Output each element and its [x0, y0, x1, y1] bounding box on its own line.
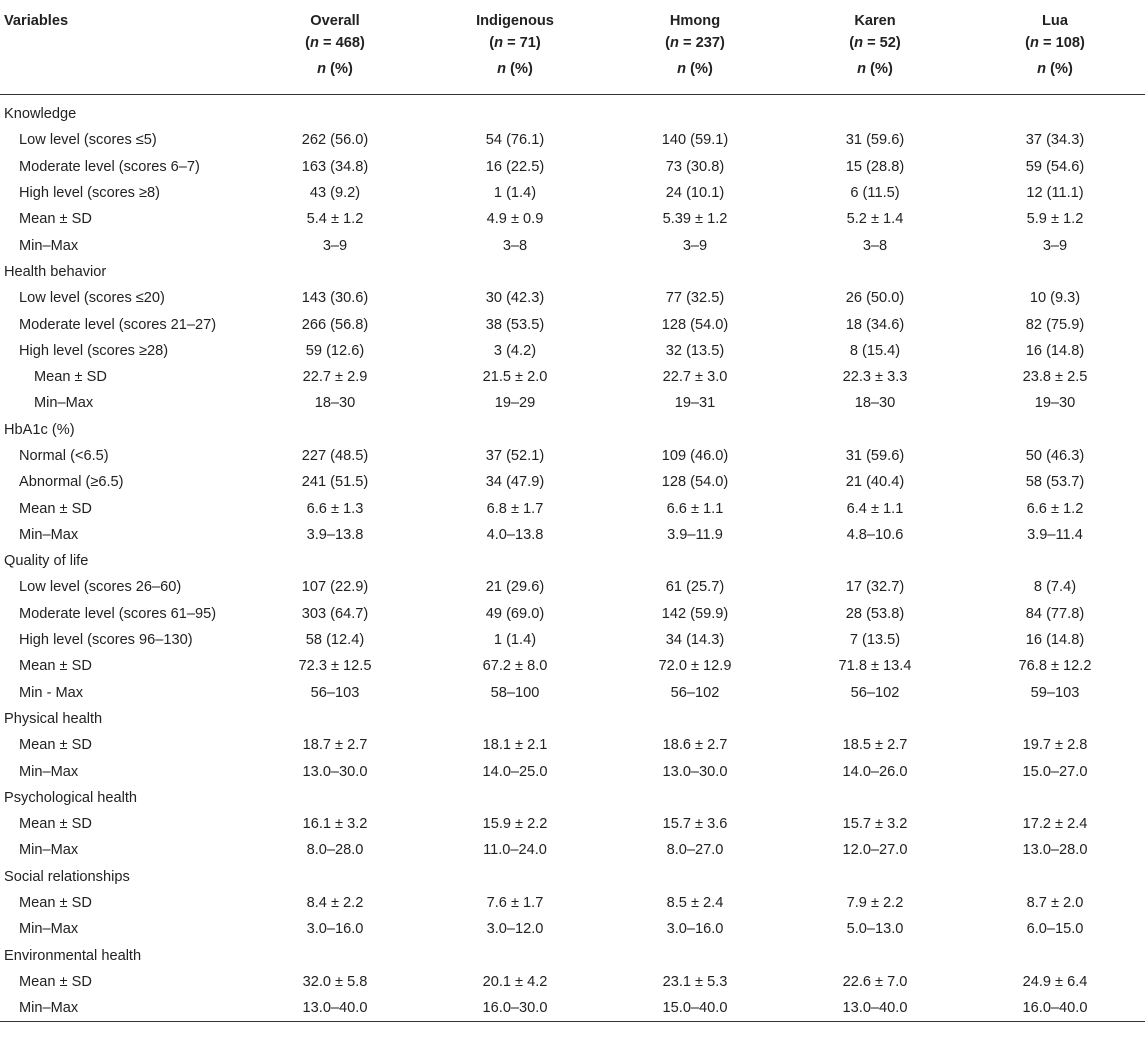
table-cell: 17.2 ± 2.4 [1022, 816, 1088, 833]
table-cell [245, 259, 425, 285]
table-row [0, 206, 1145, 232]
n-italic: n [670, 35, 679, 51]
table-cell: 38 (53.5) [485, 316, 545, 333]
table-cell [965, 548, 1145, 574]
table-cell [965, 706, 1145, 732]
table-cell [425, 417, 605, 443]
pct-label: (%) [506, 61, 533, 77]
section-label: Quality of life [4, 553, 89, 570]
section-label: Social relationships [4, 868, 130, 885]
table-cell: 16 (14.8) [1025, 342, 1085, 359]
table-cell [965, 943, 1145, 969]
table-cell: 13.0–40.0 [842, 1000, 908, 1017]
table-cell: 3.0–16.0 [306, 921, 364, 938]
table-cell: 8.5 ± 2.4 [666, 895, 724, 912]
table-cell [425, 95, 605, 128]
table-row [0, 811, 1145, 837]
table-cell: 34 (47.9) [485, 474, 545, 491]
table-cell: 4.9 ± 0.9 [486, 211, 544, 228]
header-group-pct [605, 54, 785, 95]
row-label: Normal (<6.5) [19, 448, 109, 464]
n-open: ( [849, 35, 855, 51]
table-cell: 128 (54.0) [661, 474, 729, 491]
table-row [0, 574, 1145, 600]
table-cell: 58 (12.4) [305, 632, 365, 649]
table-cell: 8 (15.4) [849, 342, 901, 359]
row-label: Mean ± SD [19, 737, 92, 754]
table-cell: 7.6 ± 1.7 [486, 895, 544, 912]
table-cell: 8 (7.4) [1033, 579, 1077, 596]
table-cell: 8.7 ± 2.0 [1026, 895, 1084, 912]
table-cell: 22.7 ± 2.9 [302, 369, 368, 386]
row-label: Min - Max [19, 684, 84, 701]
table-cell: 7 (13.5) [849, 632, 901, 649]
table-cell: 43 (9.2) [309, 185, 361, 202]
header-group-n [785, 32, 965, 54]
table-cell: 73 (30.8) [665, 158, 725, 175]
table-cell: 15.7 ± 3.6 [662, 816, 728, 833]
table-cell [965, 864, 1145, 890]
section-row [0, 548, 1145, 574]
table-cell: 30 (42.3) [485, 290, 545, 307]
table-cell [785, 943, 965, 969]
table-cell: 3–8 [862, 237, 888, 254]
table-cell [605, 417, 785, 443]
table-cell: 21 (40.4) [845, 474, 905, 491]
table-cell: 3–9 [682, 237, 708, 254]
table-row [0, 127, 1145, 153]
table-cell: 227 (48.5) [301, 448, 369, 464]
table-cell: 4.8–10.6 [846, 526, 904, 543]
section-row [0, 259, 1145, 285]
table-cell: 32 (13.5) [665, 342, 725, 359]
header-group-n [425, 32, 605, 54]
row-label: Min–Max [19, 763, 79, 780]
header-variables: Variables [4, 13, 69, 29]
table-cell [785, 95, 965, 128]
table-cell: 262 (56.0) [301, 132, 369, 149]
table-row [0, 680, 1145, 706]
row-label: Mean ± SD [19, 816, 92, 833]
row-label: High level (scores ≥8) [19, 185, 161, 202]
section-row [0, 706, 1145, 732]
table-cell: 21 (29.6) [485, 579, 545, 596]
table-cell: 50 (46.3) [1025, 448, 1085, 464]
table-cell: 5.9 ± 1.2 [1026, 211, 1084, 228]
table-row [0, 311, 1145, 337]
table-row [0, 154, 1145, 180]
row-label: Min–Max [19, 1000, 79, 1017]
table-cell [785, 706, 965, 732]
pct-n-italic: n [677, 61, 687, 77]
table-cell: 8.0–27.0 [666, 842, 724, 859]
table-cell [785, 259, 965, 285]
table-cell: 6.0–15.0 [1026, 921, 1084, 938]
section-row [0, 943, 1145, 969]
table-row [0, 969, 1145, 995]
n-value: = 468) [318, 35, 365, 51]
row-label: Mean ± SD [19, 973, 92, 990]
table-cell: 56–102 [850, 684, 900, 701]
header-group-name: Lua [1042, 13, 1068, 29]
section-label: HbA1c (%) [4, 421, 75, 438]
table-cell: 15 (28.8) [845, 158, 905, 175]
table-cell: 142 (59.9) [661, 605, 729, 622]
table-row [0, 364, 1145, 390]
table-cell [605, 706, 785, 732]
table-cell: 5.0–13.0 [846, 921, 904, 938]
table-cell: 37 (34.3) [1025, 132, 1085, 149]
table-cell: 15.9 ± 2.2 [482, 816, 548, 833]
table-row [0, 601, 1145, 627]
table-cell: 3.0–12.0 [486, 921, 544, 938]
table-cell: 6.6 ± 1.3 [306, 500, 364, 517]
n-value: = 52) [863, 35, 901, 51]
table-row [0, 522, 1145, 548]
header-group-name: Overall [310, 13, 360, 29]
n-open: ( [1025, 35, 1031, 51]
header-group-name: Hmong [669, 13, 721, 29]
table-row [0, 469, 1145, 495]
table-cell: 11.0–24.0 [483, 842, 547, 859]
table-cell: 7.9 ± 2.2 [846, 895, 904, 912]
table-cell: 14.0–25.0 [482, 763, 548, 780]
table-cell [245, 417, 425, 443]
table-cell: 3.9–11.9 [667, 526, 723, 543]
table-cell: 6.4 ± 1.1 [846, 500, 904, 517]
table-cell: 5.2 ± 1.4 [846, 211, 904, 228]
table-cell [245, 95, 425, 128]
table-cell: 24.9 ± 6.4 [1022, 973, 1088, 990]
table-cell: 3.0–16.0 [666, 921, 724, 938]
pct-label: (%) [686, 61, 713, 77]
table-row [0, 390, 1145, 416]
table-cell: 1 (1.4) [493, 185, 537, 202]
table-cell: 67.2 ± 8.0 [482, 658, 548, 675]
table-cell: 143 (30.6) [301, 290, 369, 307]
table-cell: 14.0–26.0 [842, 763, 908, 780]
table-cell [965, 95, 1145, 128]
row-label: Min–Max [19, 921, 79, 938]
row-label: Abnormal (≥6.5) [19, 474, 124, 491]
section-row [0, 95, 1145, 128]
section-row [0, 785, 1145, 811]
pct-n-italic: n [857, 61, 867, 77]
row-label: Moderate level (scores 21–27) [19, 316, 217, 333]
table-cell: 23.8 ± 2.5 [1022, 369, 1088, 386]
row-label: High level (scores 96–130) [19, 632, 193, 649]
table-cell: 18.5 ± 2.7 [842, 737, 908, 754]
table-cell: 18.7 ± 2.7 [302, 737, 368, 754]
table-row [0, 627, 1145, 653]
table-cell: 6.8 ± 1.7 [486, 500, 544, 517]
table-cell: 13.0–40.0 [302, 1000, 368, 1017]
header-group-n [965, 32, 1145, 54]
row-label: Moderate level (scores 61–95) [19, 605, 217, 622]
pct-n-italic: n [1037, 61, 1047, 77]
table-cell: 3 (4.2) [493, 342, 537, 359]
table-row [0, 653, 1145, 679]
table-cell: 72.3 ± 12.5 [298, 658, 372, 675]
row-label: High level (scores ≥28) [19, 342, 169, 359]
table-cell: 109 (46.0) [661, 448, 729, 464]
table-cell: 59 (12.6) [305, 342, 365, 359]
row-label: Mean ± SD [19, 658, 92, 675]
table-cell: 16.0–40.0 [1022, 1000, 1088, 1017]
table-cell: 59 (54.6) [1025, 158, 1085, 175]
table-row [0, 837, 1145, 863]
table-cell [605, 548, 785, 574]
table-cell: 6.6 ± 1.1 [666, 500, 724, 517]
table-cell: 18.6 ± 2.7 [662, 737, 728, 754]
table-row [0, 995, 1145, 1022]
table-cell: 37 (52.1) [485, 448, 545, 464]
table-cell: 72.0 ± 12.9 [658, 658, 732, 675]
table-cell [785, 864, 965, 890]
row-label: Min–Max [19, 842, 79, 859]
table-cell: 26 (50.0) [845, 290, 905, 307]
table-cell: 3–9 [1042, 237, 1068, 254]
table-cell: 3–8 [502, 237, 528, 254]
table-cell: 19–31 [674, 395, 716, 412]
table-cell [785, 785, 965, 811]
row-label: Mean ± SD [34, 369, 107, 386]
table-cell: 3–9 [322, 237, 348, 254]
header-group-n [605, 32, 785, 54]
table-cell: 32.0 ± 5.8 [302, 973, 368, 990]
table-cell: 49 (69.0) [485, 605, 545, 622]
n-value: = 108) [1038, 35, 1085, 51]
table-cell: 12.0–27.0 [842, 842, 908, 859]
table-cell: 31 (59.6) [845, 132, 905, 149]
pct-n-italic: n [317, 61, 327, 77]
header-group-pct [425, 54, 605, 95]
table-cell [425, 864, 605, 890]
section-row [0, 864, 1145, 890]
table-cell: 5.39 ± 1.2 [662, 211, 728, 228]
row-label: Mean ± SD [19, 211, 92, 228]
table-cell [605, 864, 785, 890]
section-label: Environmental health [4, 947, 142, 964]
row-label: Min–Max [19, 237, 79, 254]
table-cell: 18–30 [854, 395, 896, 412]
table-cell: 15.0–27.0 [1022, 763, 1088, 780]
n-value: = 71) [503, 35, 541, 51]
table-cell: 6.6 ± 1.2 [1026, 500, 1084, 517]
table-cell [605, 259, 785, 285]
table-row [0, 232, 1145, 258]
table-cell [425, 706, 605, 732]
table-cell [965, 417, 1145, 443]
table-cell [605, 943, 785, 969]
table-cell: 20.1 ± 4.2 [482, 973, 548, 990]
table-cell: 19–29 [494, 395, 536, 412]
table-cell: 4.0–13.8 [486, 526, 544, 543]
n-italic: n [494, 35, 504, 51]
table-cell: 71.8 ± 13.4 [838, 658, 912, 675]
table-cell [785, 548, 965, 574]
table-cell: 21.5 ± 2.0 [482, 369, 548, 386]
header-empty [0, 32, 245, 54]
table-cell: 58 (53.7) [1025, 474, 1085, 491]
table-cell: 12 (11.1) [1026, 185, 1084, 202]
table-cell: 163 (34.8) [301, 158, 369, 175]
section-row [0, 417, 1145, 443]
section-label: Physical health [4, 710, 103, 727]
table-cell [425, 548, 605, 574]
table-cell: 13.0–28.0 [1022, 842, 1088, 859]
table-cell: 19.7 ± 2.8 [1022, 737, 1088, 754]
table-cell: 16.0–30.0 [482, 1000, 548, 1017]
table-cell: 77 (32.5) [665, 290, 725, 307]
table-cell: 18 (34.6) [845, 316, 905, 333]
table-cell [605, 95, 785, 128]
table-cell: 34 (14.3) [665, 632, 725, 649]
table-cell: 6 (11.5) [850, 185, 900, 202]
header-group-pct [785, 54, 965, 95]
table-cell: 15.7 ± 3.2 [842, 816, 908, 833]
section-label: Knowledge [4, 106, 77, 123]
section-label: Psychological health [4, 789, 138, 806]
row-label: Mean ± SD [19, 895, 92, 912]
table-cell: 54 (76.1) [485, 132, 545, 149]
table-cell [245, 548, 425, 574]
table-cell: 13.0–30.0 [662, 763, 728, 780]
table-cell [785, 417, 965, 443]
table-row [0, 443, 1145, 469]
table-cell: 23.1 ± 5.3 [662, 973, 728, 990]
table-row [0, 758, 1145, 784]
header-empty [0, 54, 245, 95]
table-row [0, 180, 1145, 206]
table-row [0, 732, 1145, 758]
table-cell: 22.7 ± 3.0 [662, 369, 728, 386]
table-cell [425, 259, 605, 285]
table-cell: 28 (53.8) [845, 605, 905, 622]
pct-n-italic: n [497, 61, 507, 77]
row-label: Mean ± SD [19, 500, 92, 517]
pct-label: (%) [326, 61, 353, 77]
row-label: Low level (scores 26–60) [19, 579, 182, 596]
table-cell: 10 (9.3) [1029, 290, 1081, 307]
table-cell: 13.0–30.0 [302, 763, 368, 780]
table-cell: 18.1 ± 2.1 [482, 737, 548, 754]
table-cell: 128 (54.0) [661, 316, 729, 333]
table-row [0, 338, 1145, 364]
header-group-name: Indigenous [476, 13, 554, 29]
table-cell [965, 259, 1145, 285]
table-cell: 8.4 ± 2.2 [306, 895, 364, 912]
table-cell: 61 (25.7) [665, 579, 725, 596]
table-cell: 303 (64.7) [301, 605, 369, 622]
table-cell: 19–30 [1034, 395, 1076, 412]
row-label: Low level (scores ≤20) [19, 290, 165, 307]
table-cell: 1 (1.4) [493, 632, 537, 649]
header-group-name: Karen [854, 13, 896, 29]
table-cell [605, 785, 785, 811]
table-cell [245, 706, 425, 732]
table-cell: 15.0–40.0 [662, 1000, 728, 1017]
table-cell [245, 785, 425, 811]
section-label: Health behavior [4, 263, 107, 280]
table-cell: 140 (59.1) [661, 132, 729, 149]
table-cell: 18–30 [314, 395, 356, 412]
n-italic: n [310, 35, 319, 51]
table-header [0, 0, 1145, 95]
table-cell: 8.0–28.0 [306, 842, 364, 859]
table-cell: 5.4 ± 1.2 [306, 211, 364, 228]
n-italic: n [854, 35, 864, 51]
n-italic: n [1030, 35, 1039, 51]
table-cell: 56–102 [670, 684, 720, 701]
table-cell: 24 (10.1) [665, 185, 725, 202]
table-cell: 22.6 ± 7.0 [842, 973, 908, 990]
table-cell [425, 943, 605, 969]
table-cell: 76.8 ± 12.2 [1018, 658, 1092, 675]
n-open: ( [305, 35, 311, 51]
row-label: Min–Max [19, 526, 79, 543]
table-cell: 84 (77.8) [1025, 605, 1085, 622]
table-cell: 266 (56.8) [301, 316, 369, 333]
table-cell: 31 (59.6) [845, 448, 905, 464]
header-group-pct [245, 54, 425, 95]
table-cell: 16 (14.8) [1025, 632, 1085, 649]
table-cell: 16 (22.5) [485, 158, 545, 175]
row-label: Moderate level (scores 6–7) [19, 158, 200, 175]
n-open: ( [665, 35, 671, 51]
table-cell [245, 864, 425, 890]
row-label: Low level (scores ≤5) [19, 132, 157, 149]
table-cell: 17 (32.7) [845, 579, 905, 596]
pct-label: (%) [1046, 61, 1073, 77]
table-row [0, 495, 1145, 521]
table-cell: 3.9–13.8 [306, 526, 364, 543]
table-row [0, 890, 1145, 916]
n-value: = 237) [678, 35, 725, 51]
table-cell: 58–100 [490, 684, 540, 701]
table-cell: 3.9–11.4 [1027, 526, 1083, 543]
table-cell [245, 943, 425, 969]
header-group-pct [965, 54, 1145, 95]
table-cell [965, 785, 1145, 811]
table-cell: 22.3 ± 3.3 [842, 369, 908, 386]
table-body [0, 95, 1145, 1022]
table-row [0, 285, 1145, 311]
header-group-n [245, 32, 425, 54]
row-label: Min–Max [34, 395, 94, 412]
table-cell [425, 785, 605, 811]
table-cell: 107 (22.9) [301, 579, 369, 596]
n-open: ( [489, 35, 495, 51]
table-cell: 56–103 [310, 684, 360, 701]
table-cell: 59–103 [1030, 684, 1080, 701]
table-cell: 16.1 ± 3.2 [302, 816, 368, 833]
table-cell: 82 (75.9) [1025, 316, 1085, 333]
table-row [0, 916, 1145, 942]
table-cell: 241 (51.5) [301, 474, 369, 491]
pct-label: (%) [866, 61, 893, 77]
